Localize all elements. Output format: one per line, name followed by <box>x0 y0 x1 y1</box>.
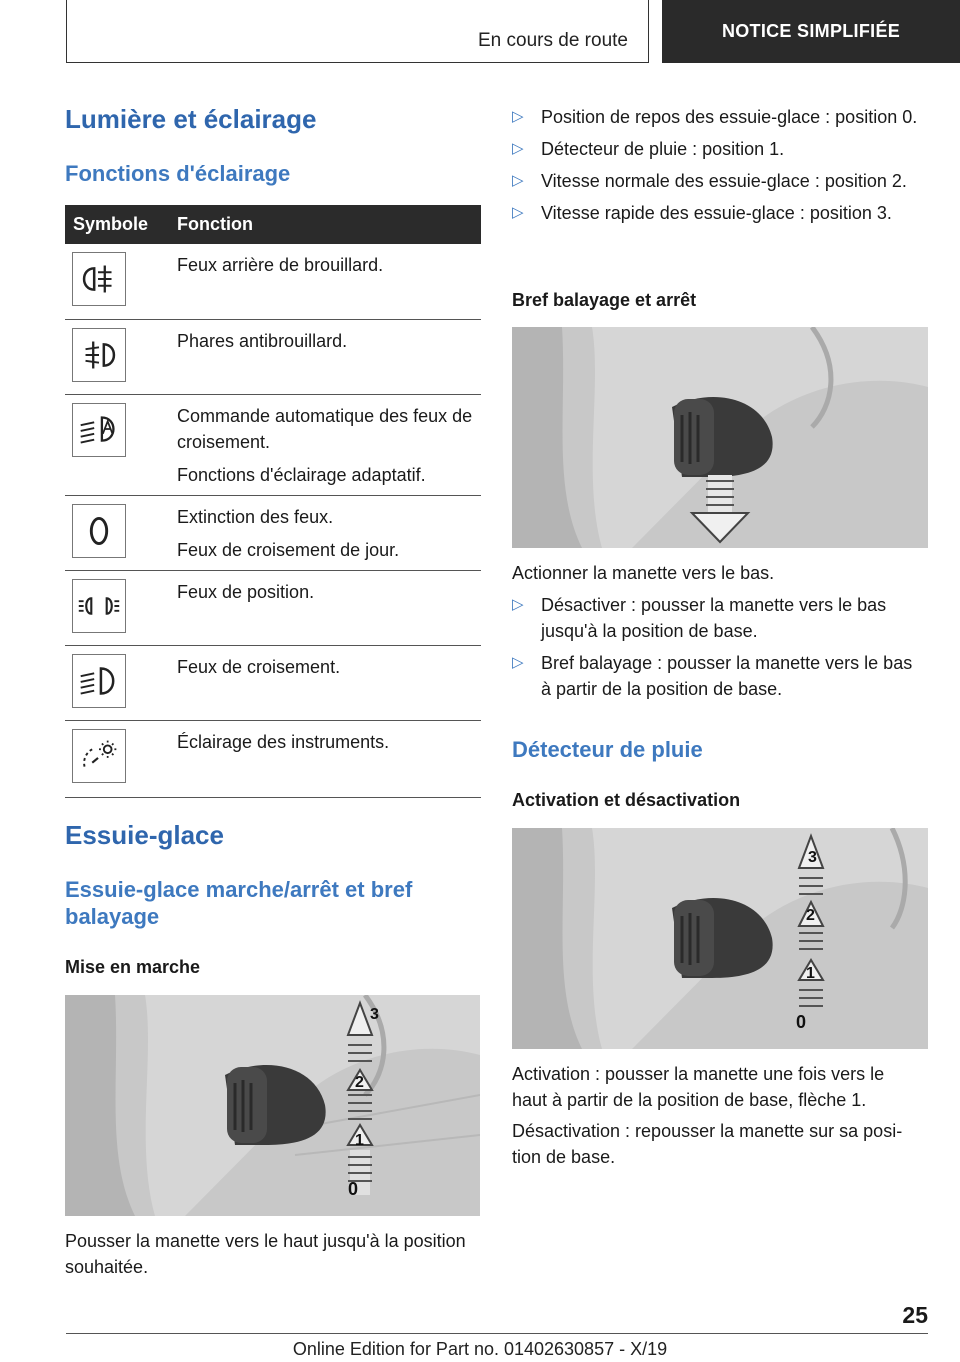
guide-tab[interactable]: NOTICE SIMPLIFIÉE <box>662 0 960 63</box>
table-row <box>65 720 481 797</box>
position-label: 2 <box>355 1074 364 1091</box>
function-text: Feux arrière de brouillard. <box>177 255 384 275</box>
list-item: ▷ Vitesse normale des essuie-glace : position 2. <box>512 168 928 194</box>
table-row <box>65 495 481 570</box>
list-item: ▷ Détecteur de pluie : position 1. <box>512 136 928 162</box>
wiper-positions-list <box>512 104 928 232</box>
function-text: Éclairage des instruments. <box>177 731 390 752</box>
switch-on-heading: Mise en marche <box>65 957 201 977</box>
triangle-bullet-icon: ▷ <box>512 108 524 125</box>
wiper-stalk-down-photo <box>512 327 928 548</box>
function-text: Phares antibrouillard. <box>177 330 348 351</box>
lighting-subtitle: Fonctions d'éclairage <box>65 161 291 186</box>
parking-light-icon <box>72 579 126 633</box>
function-text: Commande automatique des feux de croisement. <box>177 405 473 452</box>
wiper-subtitle: Essuie-glace marche/arrêt et bref balayage <box>65 877 413 929</box>
page-title: Lumière et éclairage <box>65 104 317 134</box>
column-header-symbol: Symbole <box>65 205 169 244</box>
rear-fog-light-icon <box>72 252 126 306</box>
rain-sensor-heading: Activation et désactivation <box>512 790 741 810</box>
lighting-functions-table <box>65 205 481 798</box>
switch-on-text: Pousser la manette vers le haut jusqu'à la position souhaitée. <box>65 1231 466 1277</box>
triangle-bullet-icon: ▷ <box>512 204 524 221</box>
section-title: En cours de route <box>478 30 628 51</box>
rain-sensor-photo <box>512 828 928 1049</box>
position-label: 3 <box>808 849 817 866</box>
position-label: 0 <box>348 1179 359 1199</box>
wiper-title: Essuie-glace <box>65 820 224 850</box>
position-label: 1 <box>355 1132 364 1149</box>
position-label: 3 <box>370 1006 379 1023</box>
rain-sensor-title: Détecteur de pluie <box>512 737 703 762</box>
front-fog-light-icon <box>72 328 126 382</box>
triangle-bullet-icon: ▷ <box>512 140 524 157</box>
footer-divider <box>66 1333 928 1334</box>
list-item: ▷ Position de repos des essuie-glace : position 0. <box>512 104 928 130</box>
low-beam-icon <box>72 654 126 708</box>
lights-off-icon <box>72 504 126 558</box>
instrument-lighting-icon <box>72 729 126 783</box>
column-header-function: Fonction <box>169 205 481 244</box>
table-row <box>65 319 481 394</box>
brief-wipe-text: Actionner la manette vers le bas. <box>512 563 775 583</box>
function-text: Extinction des feux. <box>177 506 334 527</box>
table-row <box>65 570 481 645</box>
edition-line: Online Edition for Part no. 01402630857 - X/19 <box>292 1339 668 1359</box>
rain-deactivation-text: Désactivation : repousser la manette sur sa position de base. <box>512 1121 903 1167</box>
table-row <box>65 244 481 319</box>
triangle-bullet-icon: ▷ <box>512 172 524 189</box>
function-text: Feux de croisement de jour. <box>177 539 400 560</box>
position-label: 0 <box>796 1012 807 1032</box>
position-label: 2 <box>806 907 815 924</box>
brief-wipe-heading: Bref balayage et arrêt <box>512 290 697 310</box>
brief-wipe-list <box>512 592 922 708</box>
auto-headlight-icon <box>72 403 126 457</box>
function-text: Fonctions d'éclairage adaptatif. <box>177 464 426 485</box>
table-row <box>65 645 481 720</box>
page-number: 25 <box>902 1302 928 1328</box>
function-text: Feux de croisement. <box>177 656 341 677</box>
list-item: ▷ Désactiver : pousser la manette vers le bas jusqu'à la position de base. <box>512 592 922 644</box>
position-label: 1 <box>806 965 815 982</box>
triangle-bullet-icon: ▷ <box>512 654 524 671</box>
list-item: ▷ Bref balayage : pousser la manette vers le bas à partir de la position de base. <box>512 650 922 702</box>
function-text: Feux de position. <box>177 581 315 602</box>
rain-activation-text: Activation : pousser la manette une fois vers le haut à partir de la position de base, flèche 1. <box>512 1064 885 1110</box>
triangle-bullet-icon: ▷ <box>512 596 524 613</box>
list-item: ▷ Vitesse rapide des essuie-glace : position 3. <box>512 200 928 226</box>
wiper-stalk-up-photo <box>65 995 480 1216</box>
table-row <box>65 394 481 495</box>
